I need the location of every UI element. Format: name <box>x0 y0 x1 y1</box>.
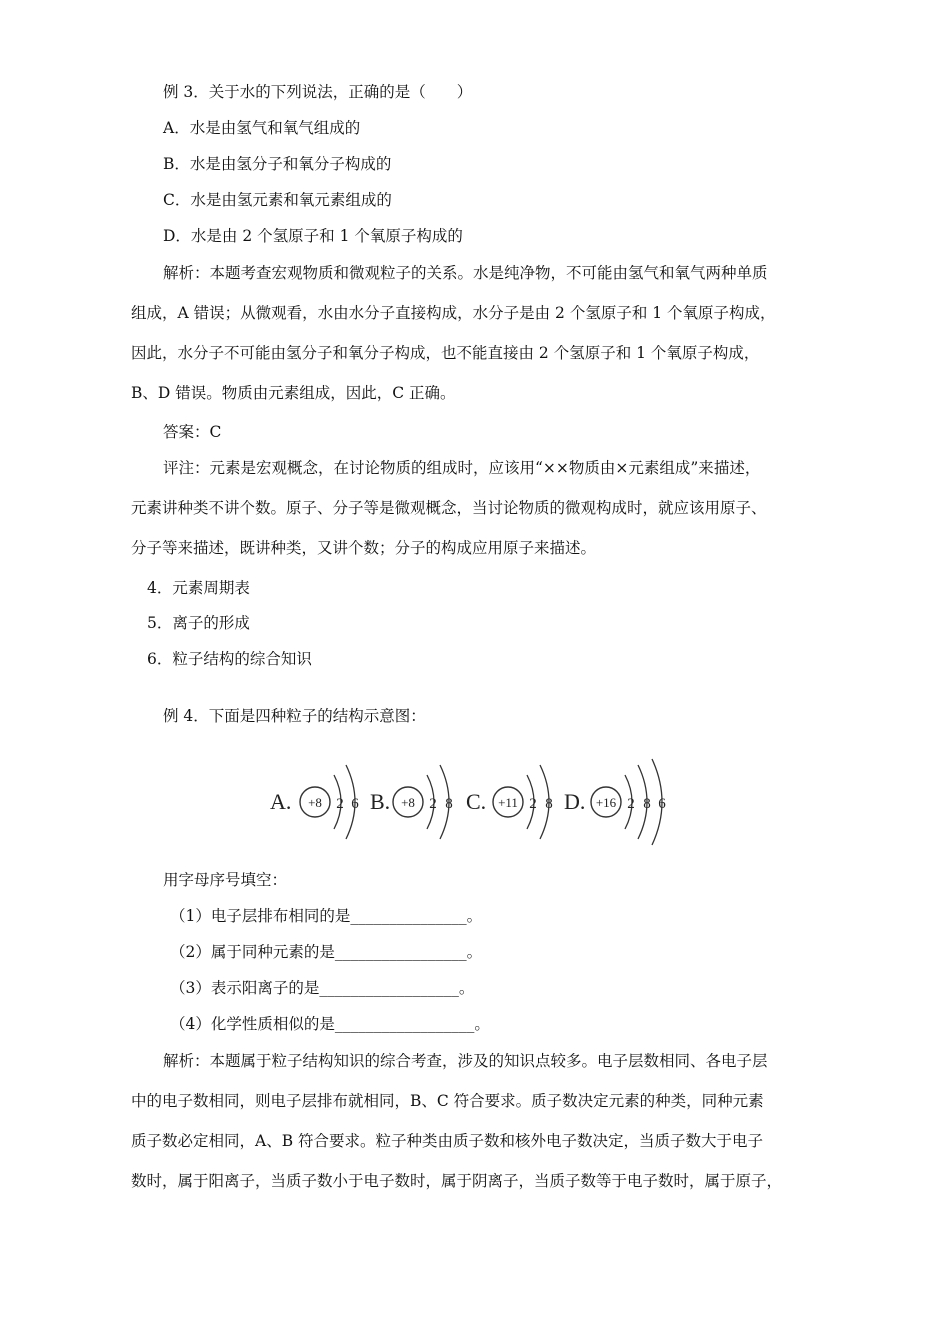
particle-c-shell-count: 2 <box>529 796 537 812</box>
example3-comment-line: 分子等来描述，既讲种类，又讲个数；分子的构成应用原子来描述。 <box>131 539 597 557</box>
particle-d-shell-count: 6 <box>658 796 666 812</box>
particle-b-shell-count: 2 <box>429 796 437 812</box>
example3-option-a: A．水是由氢气和氧气组成的 <box>163 119 361 137</box>
example3-analysis-line: 解析：本题考查宏观物质和微观粒子的关系。水是纯净物，不可能由氢气和氧气两种单质 <box>163 264 768 282</box>
section-heading: 6．粒子结构的综合知识 <box>147 650 312 668</box>
example3-comment-line: 评注：元素是宏观概念，在讨论物质的组成时，应该用“××物质由×元素组成”来描述， <box>163 459 761 477</box>
section-heading: 5．离子的形成 <box>147 614 250 632</box>
particle-a-shell-count: 6 <box>351 796 359 812</box>
example4-analysis-line: 解析：本题属于粒子结构知识的综合考查，涉及的知识点较多。电子层数相同、各电子层 <box>163 1052 768 1070</box>
particle-b-letter: B. <box>370 789 391 814</box>
example4-instruction: 用字母序号填空： <box>163 871 288 889</box>
example3-analysis-line: B、D 错误。物质由元素组成，因此，C 正确。 <box>131 384 456 402</box>
example4-analysis-line: 数时，属于阳离子，当质子数小于电子数时，属于阴离子，当质子数等于电子数时，属于原子， <box>131 1172 783 1190</box>
section-heading: 4．元素周期表 <box>147 579 250 597</box>
fill-blank-question: （2）属于同种元素的是_________________。 <box>170 943 483 961</box>
example4-analysis-line: 质子数必定相同，A、B 符合要求。粒子种类由质子数和核外电子数决定，当质子数大于电子 <box>131 1132 764 1150</box>
fill-blank-question: （1）电子层排布相同的是_______________。 <box>170 907 483 925</box>
particle-d-shell-count: 8 <box>643 796 651 812</box>
example3-analysis-line: 组成，A 错误；从微观看，水由水分子直接构成，水分子是由 2 个氢原子和 1 个氧原子构成， <box>131 304 776 322</box>
example3-option-d: D．水是由 2 个氢原子和 1 个氧原子构成的 <box>163 227 463 245</box>
particle-a-letter: A. <box>270 789 292 814</box>
particle-c-letter: C. <box>466 789 487 814</box>
particle-d-letter: D. <box>564 789 586 814</box>
fill-blank-question: （4）化学性质相似的是__________________。 <box>170 1015 490 1033</box>
particle-structure-diagram <box>268 757 688 847</box>
particle-b-shell-count: 8 <box>445 796 453 812</box>
example3-question: 例 3．关于水的下列说法，正确的是（ ） <box>163 83 473 101</box>
particle-d-nucleus: +16 <box>595 795 617 810</box>
particle-a-shell-count: 2 <box>336 796 344 812</box>
particle-c-nucleus: +11 <box>498 795 518 810</box>
example4-question: 例 4．下面是四种粒子的结构示意图： <box>163 707 426 725</box>
particle-a-nucleus: +8 <box>308 795 322 810</box>
particle-c-shell-count: 8 <box>545 796 553 812</box>
example3-comment-line: 元素讲种类不讲个数。原子、分子等是微观概念，当讨论物质的微观构成时，就应该用原子、 <box>131 499 767 517</box>
example3-option-b: B．水是由氢分子和氧分子构成的 <box>163 155 392 173</box>
example3-analysis-line: 因此，水分子不可能由氢分子和氧分子构成，也不能直接由 2 个氢原子和 1 个氧原子构成， <box>131 344 760 362</box>
particle-b-nucleus: +8 <box>401 795 415 810</box>
example3-option-c: C．水是由氢元素和氧元素组成的 <box>163 191 392 209</box>
particle-d-shell-count: 2 <box>627 796 635 812</box>
fill-blank-question: （3）表示阳离子的是__________________。 <box>170 979 475 997</box>
example4-analysis-line: 中的电子数相同，则电子层排布就相同，B、C 符合要求。质子数决定元素的种类，同种元素 <box>131 1092 764 1110</box>
example3-answer: 答案：C <box>163 423 222 441</box>
